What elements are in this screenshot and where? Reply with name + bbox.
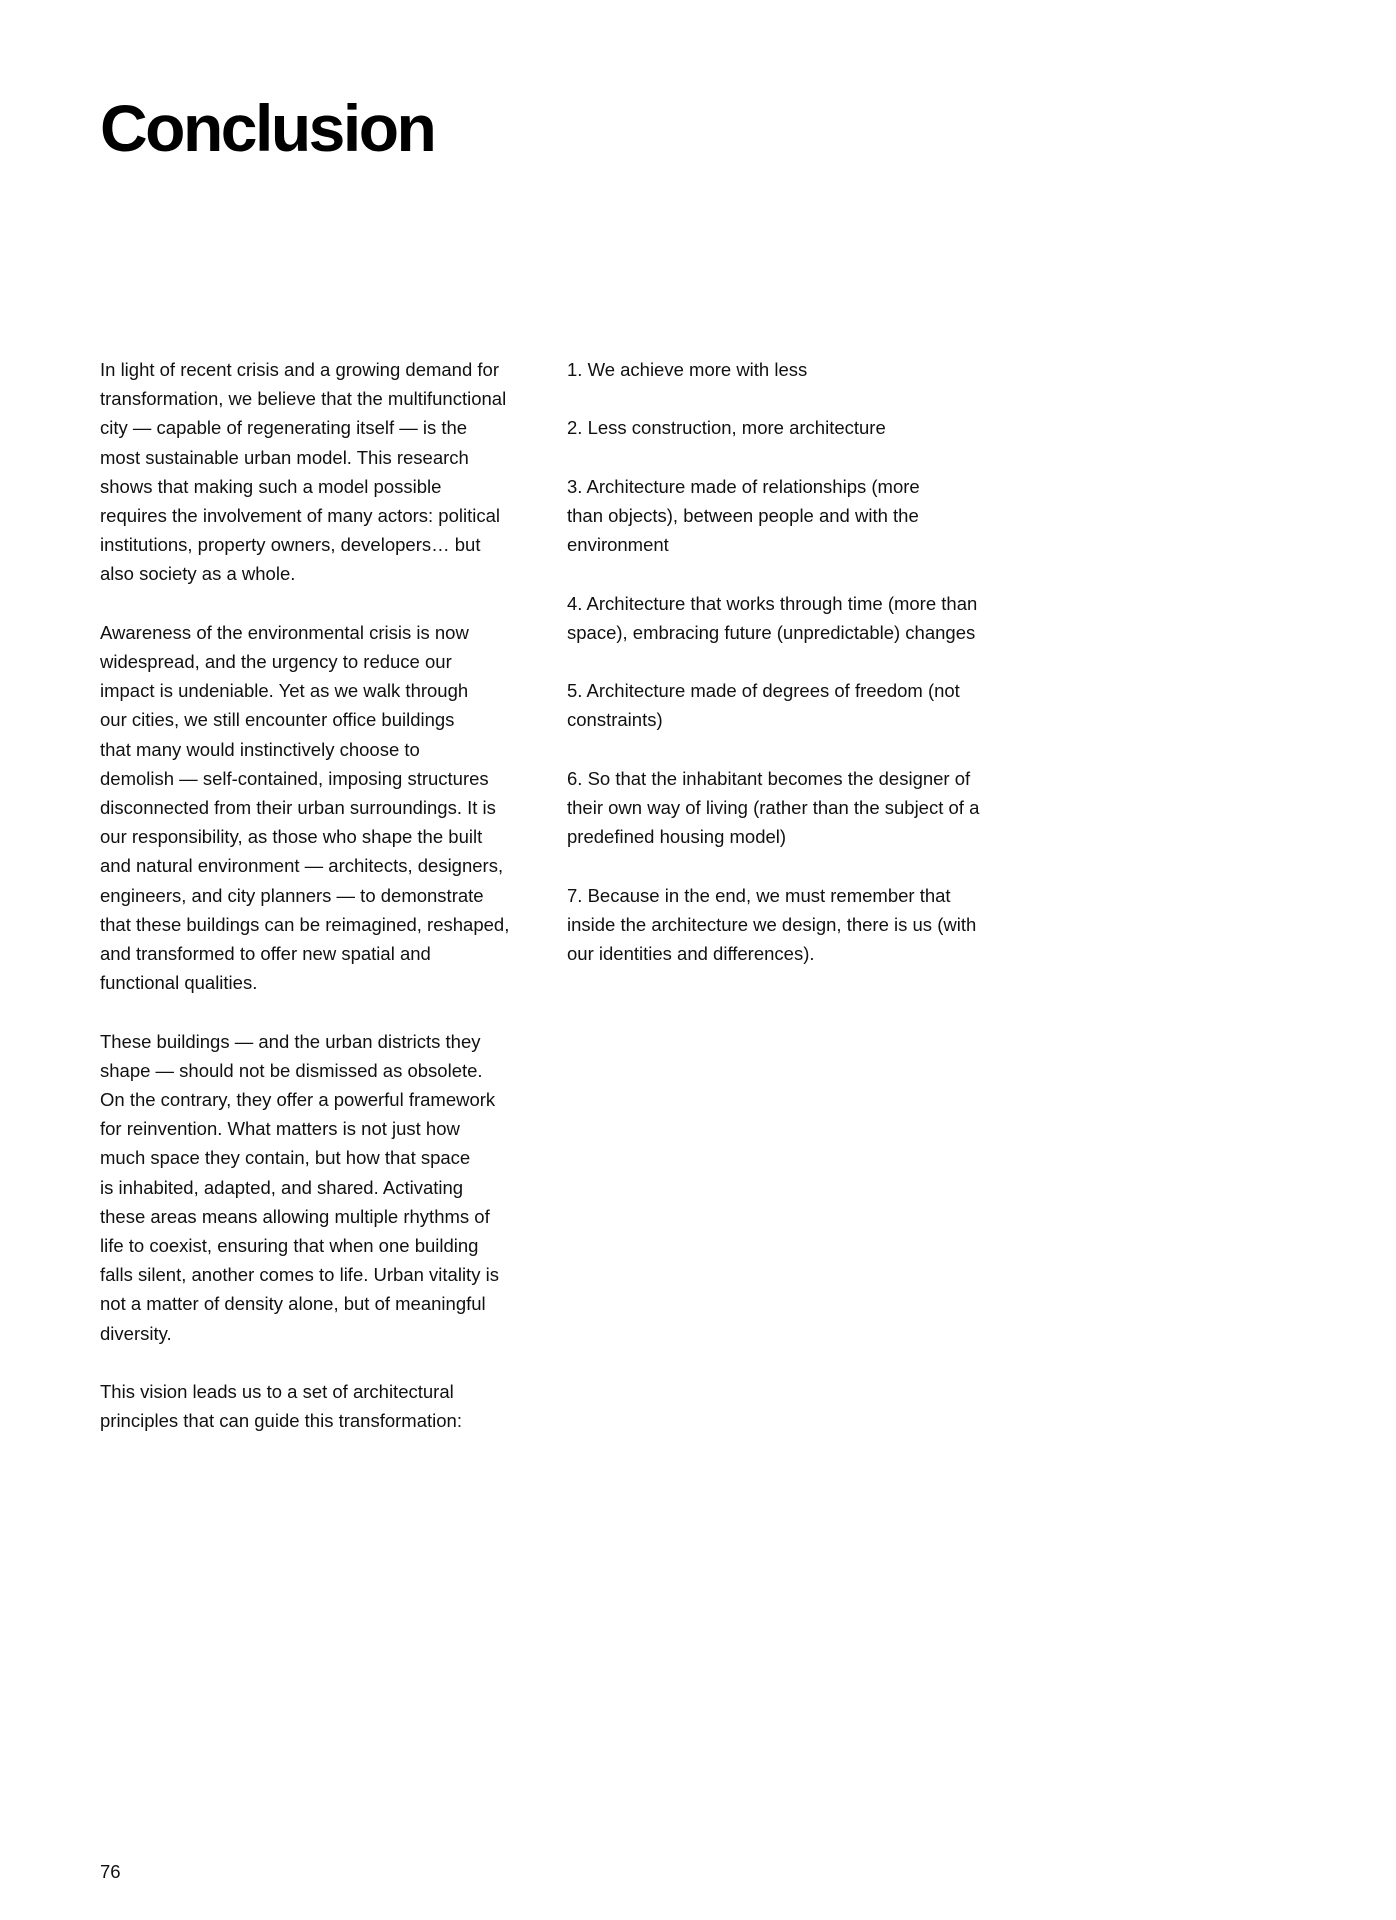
principle-item-6: 6. So that the inhabitant becomes the designer of their own way of living (rather than the subject of a predefined housing model) [567, 767, 980, 848]
principle-item-4: 4. Architecture that works through time (more than space), embracing future (unpredictable) changes [567, 592, 978, 643]
page-number: 76 [100, 1861, 121, 1882]
principle-item-7: 7. Because in the end, we must remember that inside the architecture we design, there is us (with our identities and differences). [567, 884, 977, 964]
page-title: Conclusion [100, 91, 435, 165]
paragraph-intro: In light of recent crisis and a growing demand for transformation, we believe that the multifunctional city — capable of regenerating itself — is the most sustainable urban model. This research shows that making such a model possible requires the involvement of many actors: political institutions, property owners, developers… but also society as a whole. [100, 359, 507, 585]
principle-item-3: 3. Architecture made of relationships (more than objects), between people and with the environment [567, 475, 920, 556]
paragraph-principles-lead-in: This vision leads us to a set of architectural principles that can guide this transformation: [100, 1381, 462, 1432]
principle-item-1: 1. We achieve more with less [567, 359, 808, 380]
paragraph-environmental-crisis: Awareness of the environmental crisis is now widespread, and the urgency to reduce our impact is undeniable. Yet as we walk through our cities, we still encounter office buildings that many would instinctively choose to demolish — self-contained, imposing structures disconnected from their urban surroundings. It is our responsibility, as those who shape the built and natural environment — architects, designers, engineers, and city planners — to demonstrate that these buildings can be reimagined, reshaped, and transformed to offer new spatial and functional qualities. [100, 621, 510, 994]
principles-list [567, 355, 1007, 997]
principle-item-5: 5. Architecture made of degrees of freedom (not constraints) [567, 680, 960, 731]
paragraph-urban-districts: These buildings — and the urban districts they shape — should not be dismissed as obsolete. On the contrary, they offer a powerful framework for reinvention. What matters is not just how much space they contain, but how that space is inhabited, adapted, and shared. Activating these areas means allowing multiple rhythms of life to coexist, ensuring that when one building falls silent, another comes to life. Urban vitality is not a matter of density alone, but of meaningful diversity. [100, 1030, 499, 1344]
left-column [100, 355, 530, 1465]
principle-item-2: 2. Less construction, more architecture [567, 417, 886, 439]
